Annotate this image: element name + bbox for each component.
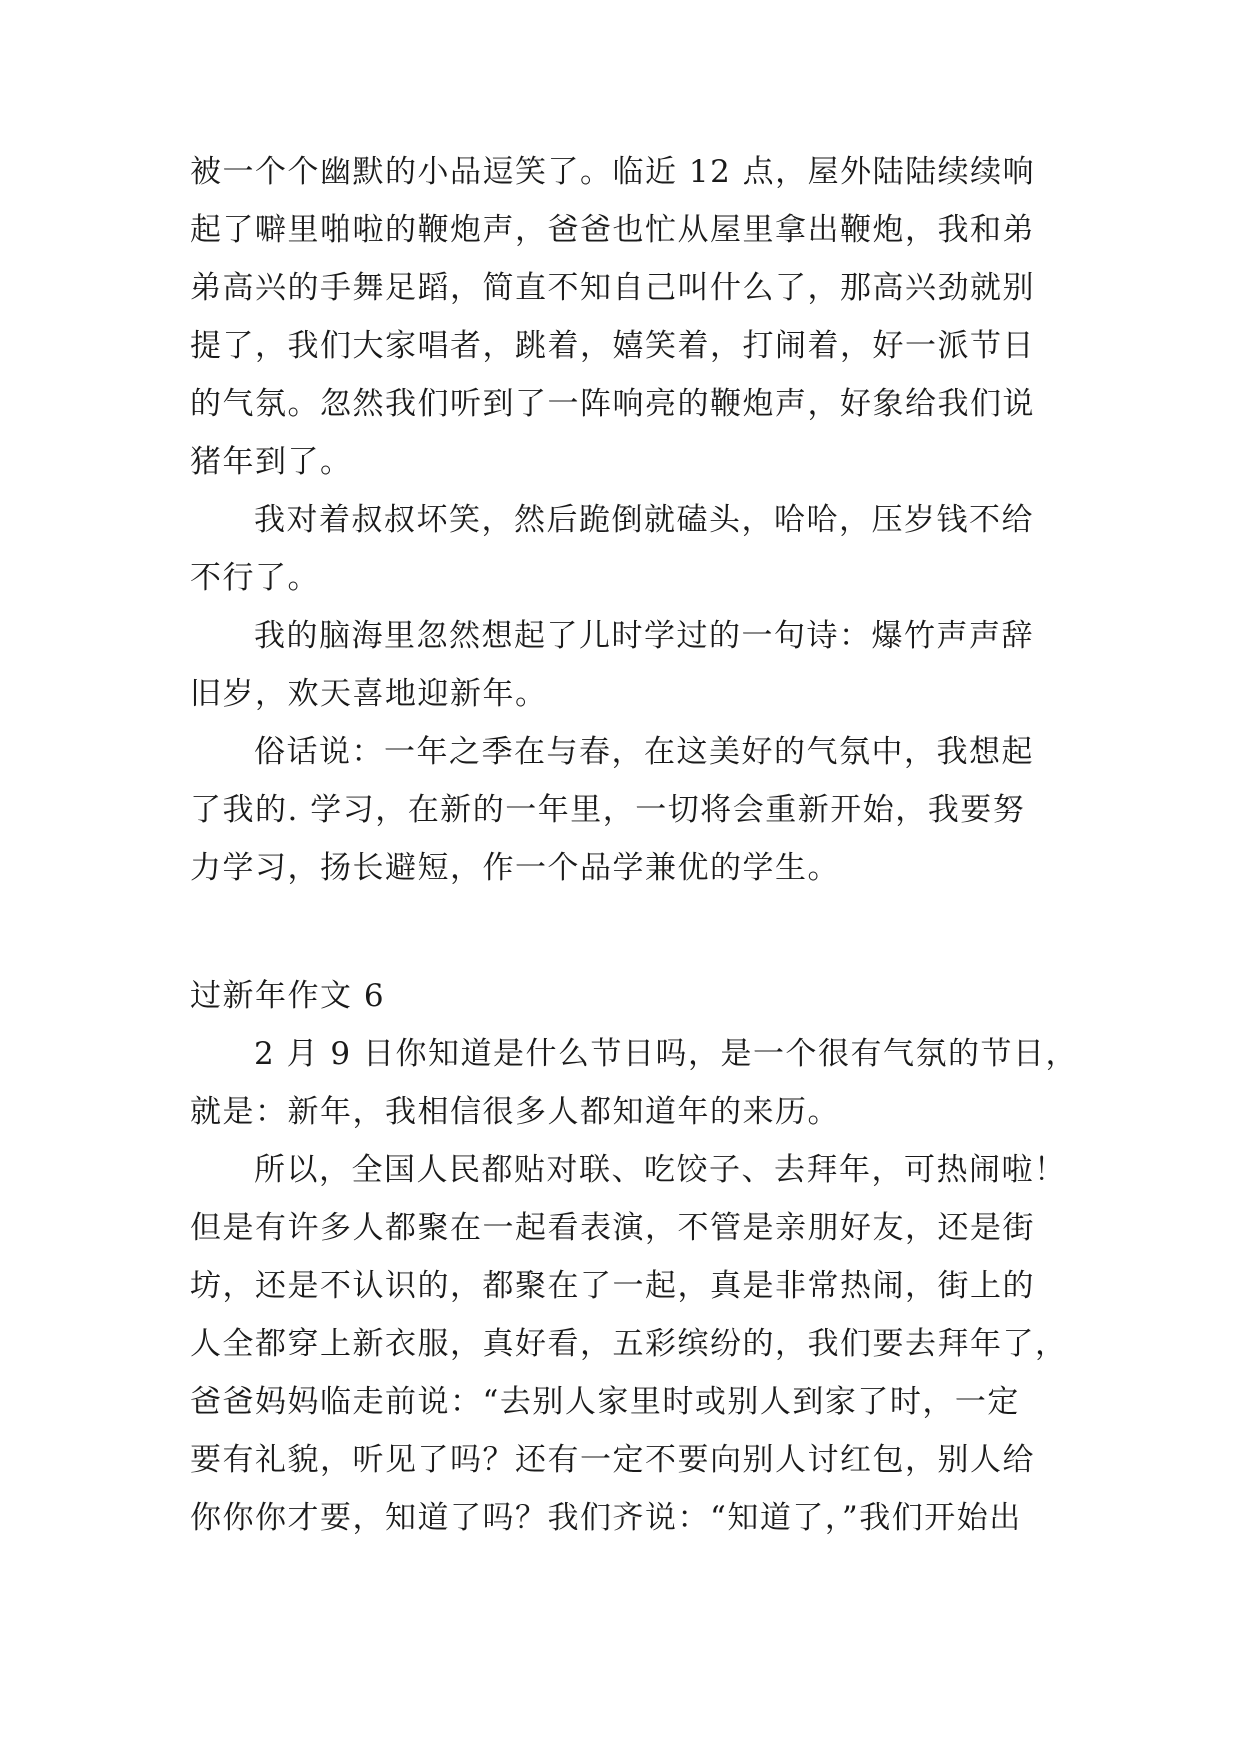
text-line: 旧岁，欢天喜地迎新年。 xyxy=(190,676,548,712)
text-line: 要有礼貌，听见了吗？还有一定不要向别人讨红包，别人给 xyxy=(190,1442,1035,1478)
text-line: 人全都穿上新衣服，真好看，五彩缤纷的，我们要去拜年了， xyxy=(190,1326,1068,1362)
text-line: 起了噼里啪啦的鞭炮声，爸爸也忙从屋里拿出鞭炮，我和弟 xyxy=(190,212,1035,248)
paragraph-start-line: 所以，全国人民都贴对联、吃饺子、去拜年，可热闹啦！ xyxy=(254,1152,1067,1188)
section-heading: 过新年作文 6 xyxy=(190,978,386,1014)
text-line: 的气氛。忽然我们听到了一阵响亮的鞭炮声，好象给我们说 xyxy=(190,386,1035,422)
text-line: 提了，我们大家唱者，跳着，嬉笑着，打闹着，好一派节日 xyxy=(190,328,1035,364)
paragraph-start-line: 2 月 9 日你知道是什么节日吗，是一个很有气氛的节日， xyxy=(254,1036,1079,1072)
text-line: 坊，还是不认识的，都聚在了一起，真是非常热闹，街上的 xyxy=(190,1268,1035,1304)
paragraph-start-line: 我对着叔叔坏笑，然后跪倒就磕头，哈哈，压岁钱不给 xyxy=(254,502,1034,538)
text-line: 但是有许多人都聚在一起看表演，不管是亲朋好友，还是街 xyxy=(190,1210,1035,1246)
text-line: 了我的. 学习，在新的一年里，一切将会重新开始，我要努 xyxy=(190,792,1026,828)
text-line: 猪年到了。 xyxy=(190,444,353,480)
paragraph-start-line: 俗话说：一年之季在与春，在这美好的气氛中，我想起 xyxy=(254,734,1034,770)
paragraph-start-line: 我的脑海里忽然想起了儿时学过的一句诗：爆竹声声辞 xyxy=(254,618,1034,654)
text-line: 爸爸妈妈临走前说：“去别人家里时或别人到家了时，一定 xyxy=(190,1384,1020,1420)
text-line: 被一个个幽默的小品逗笑了。临近 12 点，屋外陆陆续续响 xyxy=(190,154,1036,190)
text-line: 不行了。 xyxy=(190,560,320,596)
text-line: 就是：新年，我相信很多人都知道年的来历。 xyxy=(190,1094,840,1130)
text-line: 弟高兴的手舞足蹈，简直不知自己叫什么了，那高兴劲就别 xyxy=(190,270,1035,306)
text-line: 力学习，扬长避短，作一个品学兼优的学生。 xyxy=(190,850,840,886)
text-line: 你你你才要，知道了吗？我们齐说：“知道了，”我们开始出 xyxy=(190,1500,1022,1536)
